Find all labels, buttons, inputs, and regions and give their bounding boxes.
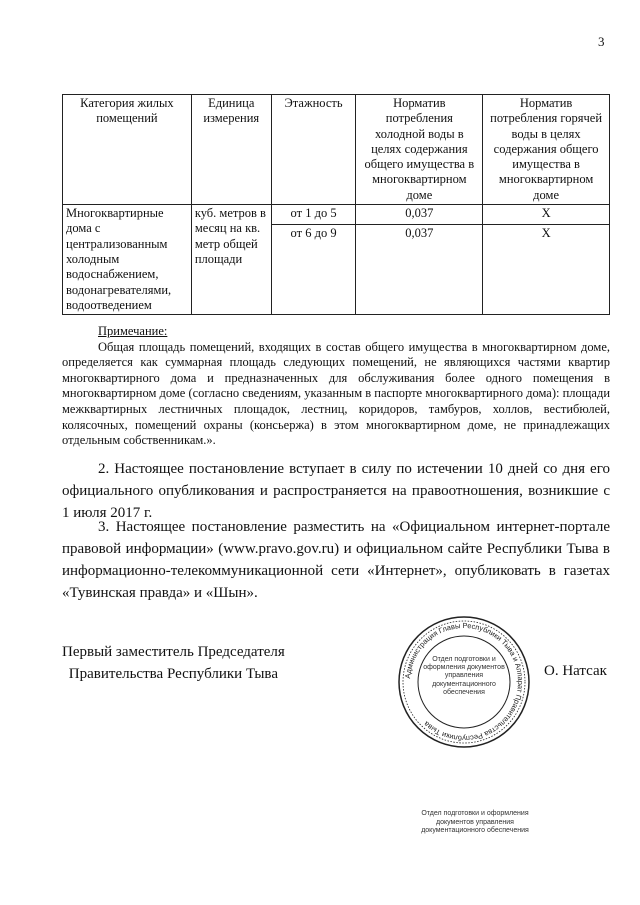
header-cold-water: Норматив потребления холодной воды в целях содержания общего имущества в многоквартирном доме — [356, 95, 483, 205]
cell-hot-norm: X — [483, 205, 610, 225]
signer-position-line2: Правительства Республики Тыва — [68, 666, 278, 682]
cell-cold-norm: 0,037 — [356, 205, 483, 225]
cell-cold-norm: 0,037 — [356, 225, 483, 315]
cell-floors: от 1 до 5 — [271, 205, 356, 225]
cell-floors: от 6 до 9 — [271, 225, 356, 315]
header-hot-water: Норматив потребления горячей воды в целях содержания общего имущества в многоквартирном доме — [483, 95, 610, 205]
norms-table — [62, 94, 610, 315]
header-category: Категория жилых помещений — [63, 95, 192, 205]
official-seal — [396, 614, 532, 750]
seal-center-text: Отдел подготовки и оформления документов управления документационного обеспечения — [423, 656, 505, 696]
department-stamp: Отдел подготовки и оформления документов управления документационного обеспечения — [421, 810, 529, 834]
signer-position — [62, 641, 285, 685]
cell-hot-norm: X — [483, 225, 610, 315]
page-number: 3 — [598, 34, 605, 49]
cell-unit: куб. метров в месяц на кв. метр общей площади — [191, 205, 271, 315]
signer-name: О. Натсак — [544, 663, 607, 679]
header-unit: Единица измерения — [191, 95, 271, 205]
table-header-row — [63, 95, 610, 205]
note-title: Примечание: — [98, 324, 168, 338]
paragraph-2: 2. Настоящее постановление вступает в силу по истечении 10 дней со дня его официального опубликования и распространяется на правоотношения, возникшие с 1 июля 2017 г. — [62, 461, 610, 521]
table-row — [63, 205, 610, 225]
header-floors: Этажность — [271, 95, 356, 205]
note-text: Общая площадь помещений, входящих в состав общего имущества в многоквартирном доме, определяется как суммарная площадь следующих помещений, не являющихся частями квартир многоквартирного дома и предназначенных для обслуживания более одного помещения в многоквартирном доме (согласно сведениям, указанным в паспорте многоквартирного дома): площади межквартирных лестничных площадок, лестниц, коридоров, тамбуров, холлов, вестибюлей, колясочных, помещений охраны (консьержа) в этом многоквартирном доме, не принадлежащих отдельным собственникам.». — [62, 339, 611, 448]
note-block — [62, 324, 610, 449]
paragraph-3: 3. Настоящее постановление разместить на «Официальном интернет-портале правовой информации» (www.pravo.gov.ru) и официальном сайте Республики Тыва в информационно-телекоммуникационной сети «Интернет», опубликовать в газетах «Тувинская правда» и «Шын». — [62, 519, 610, 601]
signer-position-line1: Первый заместитель Председателя — [62, 644, 285, 660]
cell-category: Многоквартирные дома с централизованным холодным водоснабжением, водонагревателями, водоотведением — [63, 205, 192, 315]
seal-ring-text: Администрация Главы Республики Тыва и Аппарат Правительства Республики Тыва — [403, 620, 526, 744]
